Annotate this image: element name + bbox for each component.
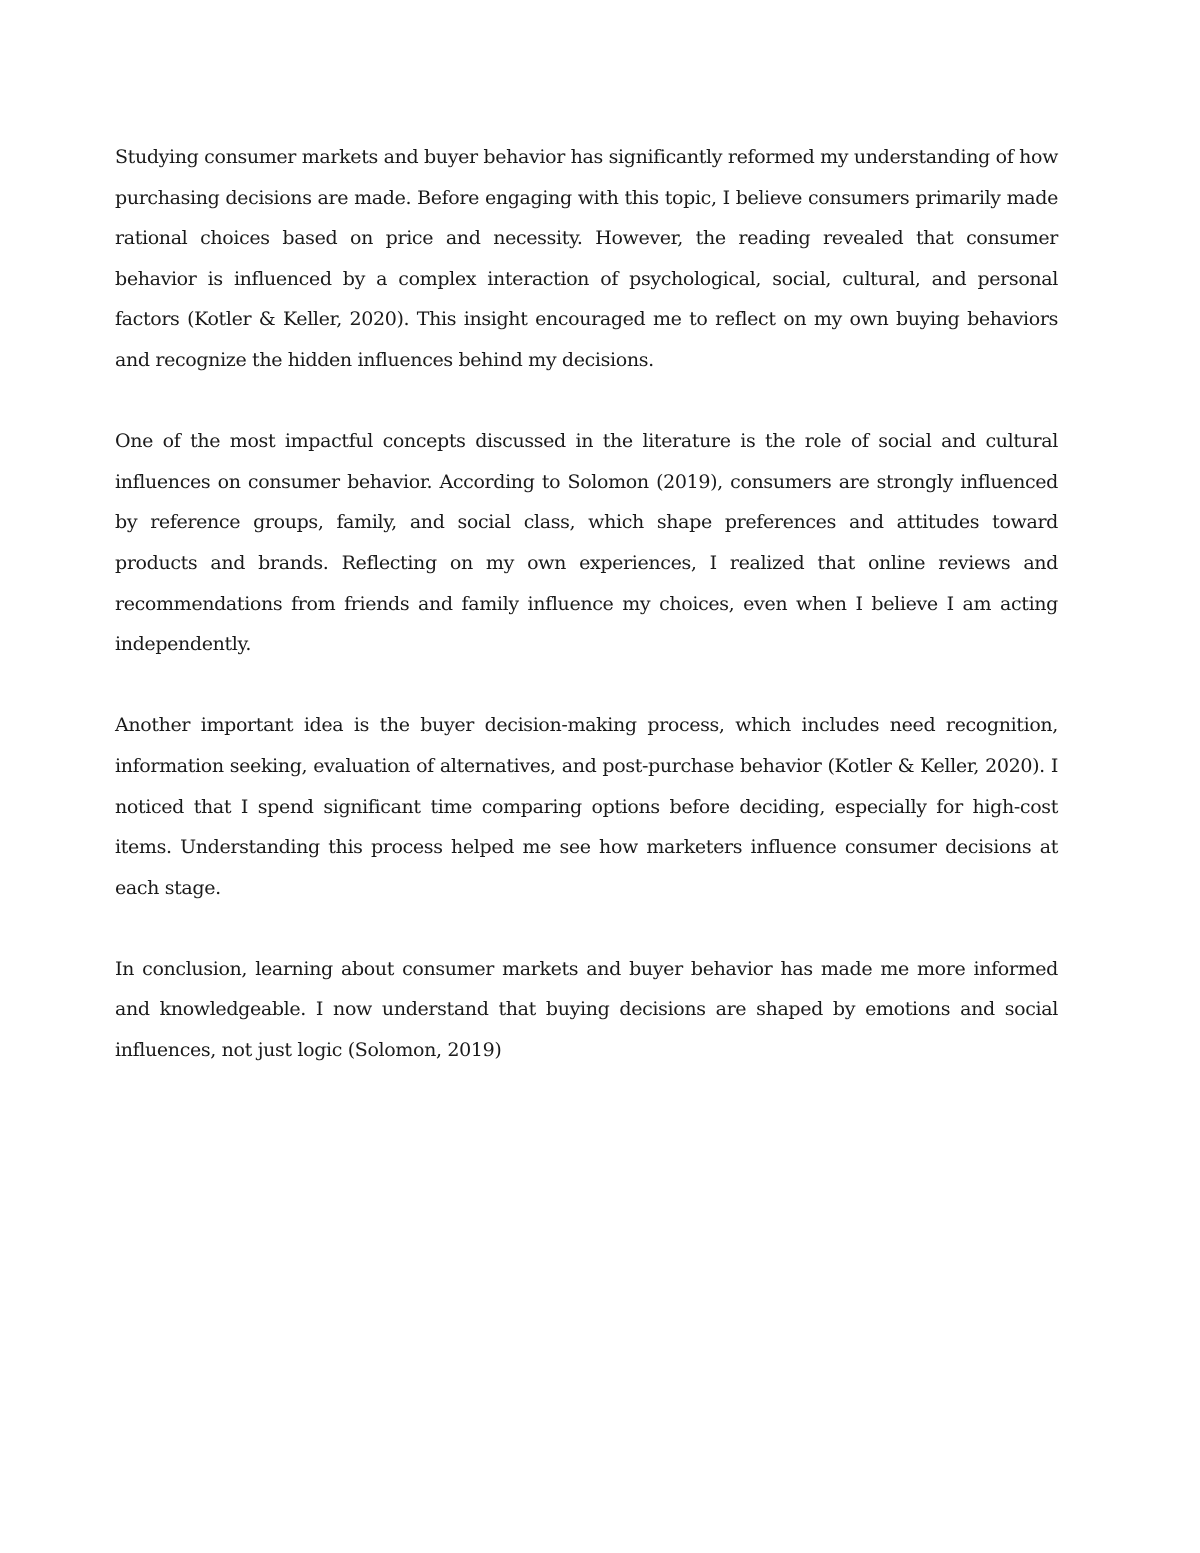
paragraph-decision-process: Another important idea is the buyer decision-making process, which includes need recognition, information seeking, evaluation of alternatives, and post-purchase behavior (Kotler & Keller, 2020). I noticed that I spend significant time comparing options before deciding, especially for high-cost items. Understanding this process helped me see how marketers influence consumer decisions at each stage. xyxy=(115,714,1058,899)
paragraph-social-cultural: One of the most impactful concepts discussed in the literature is the role of social and cultural influences on consumer behavior. According to Solomon (2019), consumers are strongly influenced by reference groups, family, and social class, which shape preferences and attitudes toward products and brands. Reflecting on my own experiences, I realized that online reviews and recommendations from friends and family influence my choices, even when I believe I am acting independently. xyxy=(115,430,1058,656)
paragraph-intro: Studying consumer markets and buyer behavior has significantly reformed my understanding of how purchasing decisions are made. Before engaging with this topic, I believe consumers primarily made rational choices based on price and necessity. However, the reading revealed that consumer behavior is influenced by a complex interaction of psychological, social, cultural, and personal factors (Kotler & Keller, 2020). This insight encouraged me to reflect on my own buying behaviors and recognize the hidden influences behind my decisions. xyxy=(115,146,1058,371)
paragraph-conclusion: In conclusion, learning about consumer markets and buyer behavior has made me more informed and knowledgeable. I now understand that buying decisions are shaped by emotions and social influences, not just logic (Solomon, 2019) xyxy=(115,957,1058,1062)
document-body xyxy=(115,137,1058,1111)
